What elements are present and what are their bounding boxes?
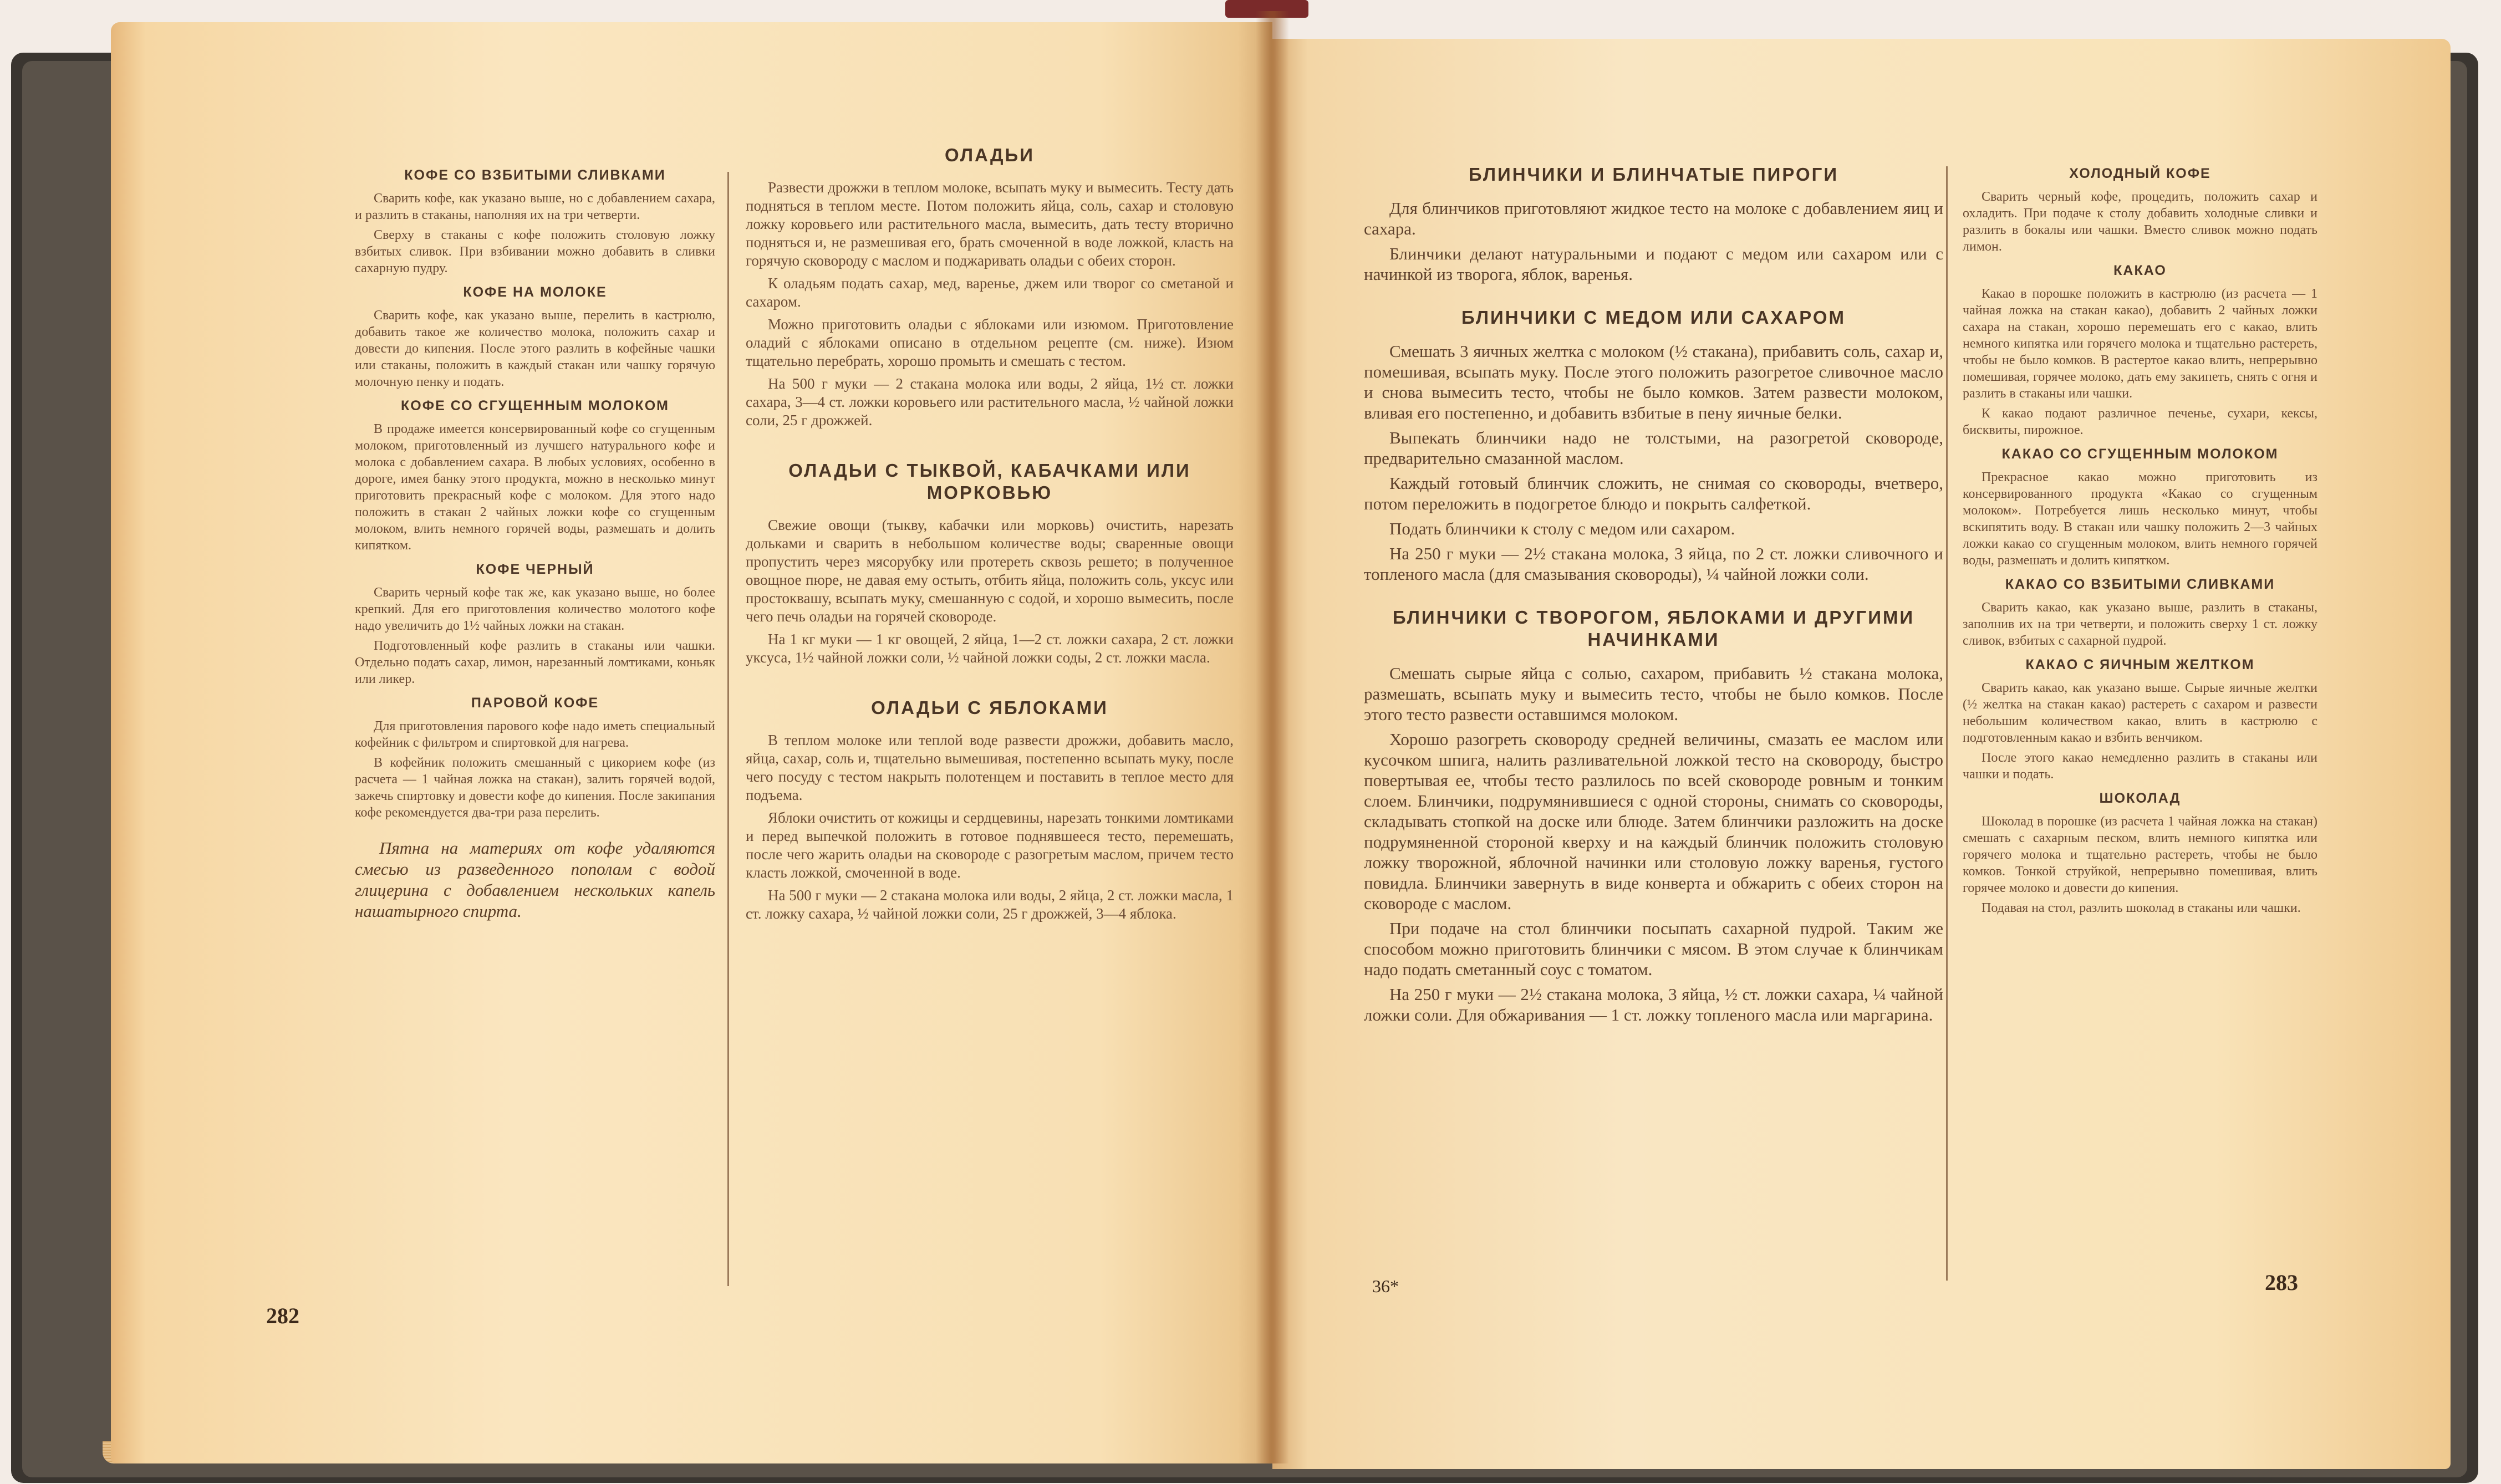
- heading-blini: БЛИНЧИКИ И БЛИНЧАТЫЕ ПИРОГИ: [1468, 164, 1839, 185]
- paragraph: Для приготовления парового кофе надо иметь специальный кофейник с фильтром и спиртовкой для нагрева.: [355, 719, 715, 750]
- stain-removal-note: Пятна на материях от кофе удаляются смесью из разведенного пополам с водой глицерина с добавлением нескольких капель нашатырного спирта.: [355, 838, 715, 921]
- heading-blini-cottage-cheese: БЛИНЧИКИ С ТВОРОГОМ, ЯБЛОКАМИ И ДРУГИМИ НАЧИНКАМИ: [1392, 607, 1915, 650]
- right-column-2: [1963, 158, 2317, 920]
- right-column-1: [1364, 152, 1943, 1029]
- heading-steam-coffee: ПАРОВОЙ КОФЕ: [471, 695, 599, 711]
- heading-cocoa-egg-yolk: КАКАО С ЯИЧНЫМ ЖЕЛТКОМ: [2025, 657, 2255, 672]
- heading-cocoa-whipped-cream: КАКАО СО ВЗБИТЫМИ СЛИВКАМИ: [2005, 577, 2275, 592]
- paragraph: Яблоки очистить от кожицы и сердцевины, нарезать тонкими ломтиками и перед выпечкой положить в готовое поднявшееся тесто, перемешать, после чего жарить оладьи на сковороде с разогретым маслом, причем тесто класть ложкой, смоченной в воде.: [746, 809, 1234, 881]
- heading-coffee-whipped-cream: КОФЕ СО ВЗБИТЫМИ СЛИВКАМИ: [404, 167, 666, 183]
- heading-coffee-milk: КОФЕ НА МОЛОКЕ: [463, 284, 607, 300]
- paragraph: В кофейник положить смешанный с цикорием кофе (из расчета — 1 чайная ложка на стакан), залить горячей водой, зажечь спиртовку и довести кофе до кипения. После закипания кофе рекомендуется два-три раза перелить.: [355, 756, 715, 820]
- heading-pancakes-apples: ОЛАДЬИ С ЯБЛОКАМИ: [871, 697, 1108, 718]
- paragraph: К оладьям подать сахар, мед, варенье, джем или творог со сметаной и сахаром.: [746, 275, 1234, 310]
- paragraph: В теплом молоке или теплой воде развести дрожжи, добавить масло, яйца, сахар, соль и, тщательно вымешивая, постепенно всыпать муку, после чего посуду с тестом накрыть полотенцем и поставить в теплое место для подъема.: [746, 732, 1234, 803]
- heading-black-coffee: КОФЕ ЧЕРНЫЙ: [476, 562, 594, 577]
- left-column-2: [746, 133, 1234, 927]
- paragraph: Сварить черный кофе так же, как указано выше, но более крепкий. Для его приготовления количество молотого кофе надо увеличить до 1½ чайных ложки на стакан.: [355, 585, 715, 633]
- paragraph: Сварить черный кофе, процедить, положить сахар и охладить. При подаче к столу добавить холодные сливки и разлить в бокалы или чашки. Вместо сливок можно подать лимон.: [1963, 190, 2317, 254]
- printer-signature: 36*: [1372, 1276, 1399, 1296]
- paragraph: Сварить какао, как указано выше, разлить в стаканы, заполнив их на три четверти, и положить сверху 1 ст. ложку сливок, взбитых с сахарной пудрой.: [1963, 600, 2317, 648]
- left-column-1: [355, 160, 715, 939]
- column-divider: [727, 172, 729, 1286]
- paragraph: Какао в порошке положить в кастрюлю (из расчета — 1 чайная ложка на стакан какао), добавить 2 чайных ложки сахара на стакан, хорошо перемешать его с какао, влить немного кипятка или горячего молока и тщательно растереть, чтобы не было комков. В растертое какао влить, непрерывно помешивая, горячее молоко, дать ему закипеть, снять с огня и разлить в стаканы или чашки.: [1963, 287, 2317, 401]
- paragraph: Подавая на стол, разлить шоколад в стаканы или чашки.: [1982, 901, 2301, 915]
- paragraph: На 1 кг муки — 1 кг овощей, 2 яйца, 1—2 ст. ложки сахара, 2 ст. ложки уксуса, 1½ чайной ложки соли, ½ чайной ложки соды, 2 ст. ложки масла.: [746, 631, 1234, 666]
- paragraph: Шоколад в порошке (из расчета 1 чайная ложка на стакан) смешать с сахарным песком, влить немного кипятка или горячего молока и тщательно растереть, чтобы не было комков. Тонкой струйкой, непрерывно помешивая, влить горячее молоко и довести до кипения.: [1963, 814, 2317, 895]
- heading-cold-coffee: ХОЛОДНЫЙ КОФЕ: [2069, 166, 2211, 181]
- paragraph: Развести дрожжи в теплом молоке, всыпать муку и вымесить. Тесту дать подняться в теплом месте. Потом положить яйца, соль, сахар и столовую ложку коровьего или растительного масла, вымесить, дать тесту вторично подняться и, не размешивая его, брать смоченной в воде ложкой, класть на горячую сковороду с маслом и поджаривать оладьи с обеих сторон.: [746, 179, 1234, 269]
- paragraph: На 500 г муки — 2 стакана молока или воды, 2 яйца, 1½ ст. ложки сахара, 3—4 ст. ложки коровьего или растительного масла, ½ чайной ложки соли, 25 г дрожжей.: [746, 375, 1234, 429]
- paragraph: Свежие овощи (тыкву, кабачки или морковь) очистить, нарезать дольками и сварить в небольшом количестве воды; сваренные овощи пропустить через мясорубку или протереть сквозь решето; в полученное овощное пюре, не давая ему остыть, отбить яйца, положить соль, уксус или простоквашу, всыпать муку, смешанную с содой, и хорошо вымесить, после чего печь оладьи на горячей сковороде.: [746, 517, 1234, 625]
- right-page: [1272, 39, 2451, 1469]
- paragraph: На 500 г муки — 2 стакана молока или воды, 2 яйца, 2 ст. ложки масла, 1 ст. ложку сахара, ½ чайной ложки соли, 25 г дрожжей, 3—4 яблока.: [746, 887, 1234, 922]
- paragraph: Выпекать блинчики надо не толстыми, на разогретой сковороде, предварительно смазанной маслом.: [1364, 428, 1943, 468]
- page-number-right: 283: [2265, 1270, 2298, 1295]
- paragraph: В продаже имеется консервированный кофе со сгущенным молоком, приготовленный из лучшего натурального кофе и молока с добавлением сахара. В любых условиях, особенно в дороге, имея банку этого продукта, можно в несколько минут приготовить прекрасный кофе с молоком. Для этого надо положить в стакан 2 чайных ложки кофе со сгущенным молоком, влить немного горячей воды, размешать и долить кипятком.: [355, 422, 715, 553]
- page-number-left: 282: [266, 1303, 299, 1328]
- paragraph: Смешать сырые яйца с солью, сахаром, прибавить ½ стакана молока, размешать, всыпать муку и вымесить тесто, чтобы не было комков. После этого тесто развести оставшимся молоком.: [1364, 664, 1943, 724]
- paragraph: Для блинчиков приготовляют жидкое тесто на молоке с добавлением яиц и сахара.: [1364, 198, 1943, 238]
- paragraph: Сверху в стаканы с кофе положить столовую ложку взбитых сливок. При взбивании можно добавить в сливки сахарную пудру.: [355, 228, 715, 276]
- paragraph: К какао подают различное печенье, сухари, кексы, бисквиты, пирожное.: [1963, 406, 2317, 437]
- paragraph: Можно приготовить оладьи с яблоками или изюмом. Приготовление оладий с яблоками описано в отдельном рецепте (см. ниже). Изюм тщательно перебрать, хорошо промыть и смешать с тестом.: [746, 316, 1234, 369]
- heading-chocolate: ШОКОЛАД: [2099, 791, 2181, 806]
- book-gutter: [1256, 11, 1289, 1463]
- left-page: [111, 22, 1272, 1463]
- paragraph: Прекрасное какао можно приготовить из консервированного продукта «Какао со сгущенным молоком». Потребуется лишь несколько минут, чтобы вскипятить воду. В стакан или чашку положить 2—3 чайных ложки какао со сгущенным молоком, влить немного горячей воды, размешать и долить кипятком.: [1963, 470, 2317, 568]
- paragraph: Сварить какао, как указано выше. Сырые яичные желтки (½ желтка на стакан какао) растереть с сахаром и развести небольшим количеством какао, влить в кастрюлю с подготовленным какао и взбить венчиком.: [1963, 681, 2317, 745]
- column-divider: [1946, 166, 1948, 1281]
- heading-coffee-condensed-milk: КОФЕ СО СГУЩЕННЫМ МОЛОКОМ: [401, 398, 669, 414]
- heading-cocoa: КАКАО: [2113, 263, 2167, 278]
- paragraph: После этого какао немедленно разлить в стаканы или чашки и подать.: [1963, 751, 2317, 782]
- heading-blini-honey: БЛИНЧИКИ С МЕДОМ ИЛИ САХАРОМ: [1461, 307, 1846, 328]
- paragraph: Подать блинчики к столу с медом или сахаром.: [1389, 519, 1735, 538]
- paragraph: На 250 г муки — 2½ стакана молока, 3 яйца, по 2 ст. ложки сливочного и топленого масла (для смазывания сковороды), ¼ чайной ложки соли.: [1364, 544, 1943, 584]
- paragraph: Каждый готовый блинчик сложить, не снимая со сковороды, вчетверо, потом переложить в подогретое блюдо и покрыть салфеткой.: [1364, 473, 1943, 513]
- paragraph: Хорошо разогреть сковороду средней величины, смазать ее маслом или кусочком шпига, налить разливательной ложкой тесто на сковороду, быстро повертывая ее, чтобы тесто разлилось по всей сковороде ровным и тонким слоем. Блинчики, подрумянившиеся с одной стороны, снимать со сковороды, складывать стопкой на доске или блюде. Затем блинчики разложить на доске подрумяненной стороной кверху и на каждый блинчик положить столовую ложку творожной, яблочной начинки или столовую ложку варенья, густого повидла. Блинчики завернуть в виде конверта и обжарить с обеих сторон на сковороде с маслом.: [1364, 730, 1943, 913]
- paragraph: Блинчики делают натуральными и подают с медом или сахаром или с начинкой из творога, яблок, варенья.: [1364, 244, 1943, 284]
- paragraph: Сварить кофе, как указано выше, перелить в кастрюлю, добавить такое же количество молока, положить сахар и довести до кипения. После этого разлить в кофейные чашки или стаканы, положить в каждый стакан или чашку горячую молочную пенку и подать.: [355, 308, 715, 389]
- paragraph: Сварить кофе, как указано выше, но с добавлением сахара, и разлить в стаканы, наполняя их на три четверти.: [355, 191, 715, 222]
- paragraph: Смешать 3 яичных желтка с молоком (½ стакана), прибавить соль, сахар и, помешивая, всыпать муку. После этого положить разогретое сливочное масло и снова вымесить тесто, чтобы не было комков. Затем развести молоком, вливая его постепенно, и добавить взбитые в пену яичные белки.: [1364, 341, 1943, 422]
- heading-cocoa-condensed-milk: КАКАО СО СГУЩЕННЫМ МОЛОКОМ: [2001, 446, 2279, 462]
- paragraph: Подготовленный кофе разлить в стаканы или чашки. Отдельно подать сахар, лимон, нарезанный ломтиками, коньяк или ликер.: [355, 639, 715, 686]
- heading-pancakes: ОЛАДЬИ: [944, 145, 1035, 165]
- paragraph: На 250 г муки — 2½ стакана молока, 3 яйца, ½ ст. ложки сахара, ¼ чайной ложки соли. Для обжаривания — 1 ст. ложку топленого масла или маргарина.: [1364, 985, 1943, 1024]
- heading-pancakes-pumpkin: ОЛАДЬИ С ТЫКВОЙ, КАБАЧКАМИ ИЛИ МОРКОВЬЮ: [788, 460, 1191, 503]
- paragraph: При подаче на стол блинчики посыпать сахарной пудрой. Таким же способом можно приготовить блинчики с мясом. В этом случае к блинчикам надо подать сметанный соус с томатом.: [1364, 919, 1943, 979]
